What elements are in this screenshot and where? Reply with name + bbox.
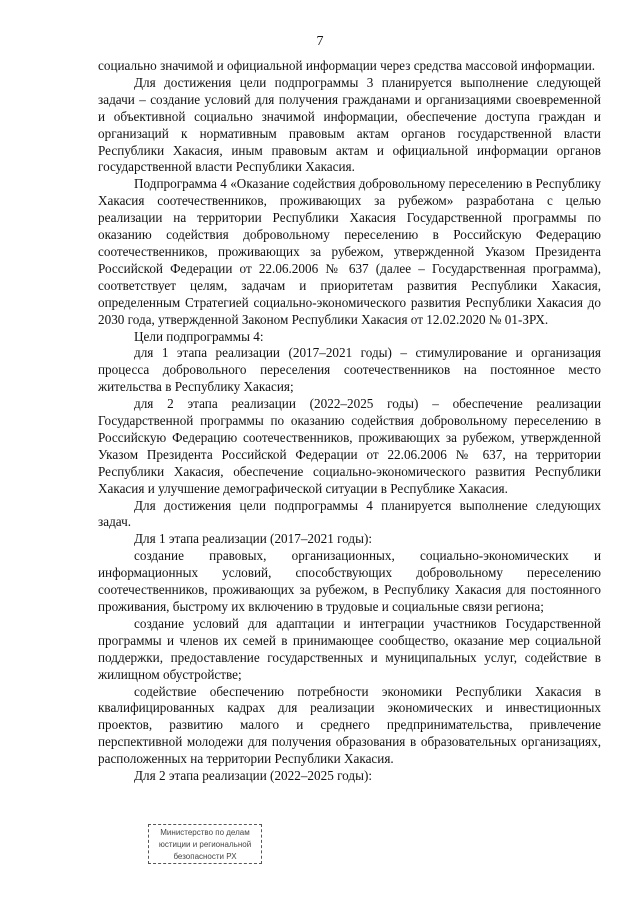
document-body [98,58,601,785]
stamp-line: юстиции и региональной [158,840,252,849]
paragraph: Для 1 этапа реализации (2017–2021 годы): [134,531,372,547]
paragraph: создание правовых, организационных, социально-экономических и информационных условий, способствующих добровольному переселению соотечественников, проживающих за рубежом, в Республику Хакасия для постоянного проживания, быстрому их включению в трудовые и социальные связи региона; [98,548,601,614]
paragraph: Для достижения цели подпрограммы 3 планируется выполнение следующей задачи – создание условий для получения гражданами и организациями своевременной и объективной социально значимой информации, обеспечение доступа граждан и организаций к нормативным правовым актам органов государственной власти Республики Хакасия, иным правовым актам и официальной информации органов государственной власти Республики Хакасия. [98,74,601,175]
paragraph: для 1 этапа реализации (2017–2021 годы) – стимулирование и организация процесса добровольного переселения соотечественников на постоянное место жительства в Республику Хакасия; [98,345,601,395]
paragraph: создание условий для адаптации и интеграции участников Государственной программы и членов их семей в принимающее сообщество, оказание мер социальной поддержки, предоставление государственных и муниципальных услуг, содействие в жилищном обустройстве; [98,615,601,682]
stamp-line: безопасности РХ [173,852,237,861]
paragraph: Цели подпрограммы 4: [134,328,264,344]
registration-stamp [148,824,262,864]
paragraph: Для достижения цели подпрограммы 4 планируется выполнение следующих задач. [98,497,601,530]
page-number: 7 [316,34,324,49]
paragraph: социально значимой и официальной информации через средства массовой информации. [98,58,596,73]
stamp-line: Министерство по делам [160,828,250,837]
paragraph: содействие обеспечению потребности экономики Республики Хакасия в квалифицированных кадрах для реализации экономических и инвестиционных проектов, развитию малого и среднего предпринимательства, привлечение перспективной молодежи для получения образования в образовательных организациях, расположенных на территории Республики Хакасия. [98,683,601,767]
paragraph: Подпрограмма 4 «Оказание содействия добровольному переселению в Республику Хакасия соотечественников, проживающих за рубежом» разработана с целью реализации на территории Республики Хакасия Государственной программы по оказанию содействия добровольному переселению в Российскую Федерацию соотечественников, проживающих за рубежом, утвержденной Указом Президента Российской Федерации от 22.06.2006 № 637 (далее – Государственная программа), соответствует целям, задачам и приоритетам развития Республики Хакасия, определенным Стратегией социально-экономического развития Республики Хакасия до 2030 года, утвержденной Законом Республики Хакасия от 12.02.2020 № 01-ЗРХ. [98,176,601,327]
paragraph: для 2 этапа реализации (2022–2025 годы) – обеспечение реализации Государственной программы по оказанию содействия добровольному переселению в Российскую Федерацию соотечественников, проживающих за рубежом, утвержденной Указом Президента Российской Федерации от 22.06.2006 № 637, на территории Республики Хакасия, обеспечение социально-экономического развития Республики Хакасия и улучшение демографической ситуации в Республике Хакасия. [98,396,601,496]
paragraph: Для 2 этапа реализации (2022–2025 годы): [134,768,372,784]
